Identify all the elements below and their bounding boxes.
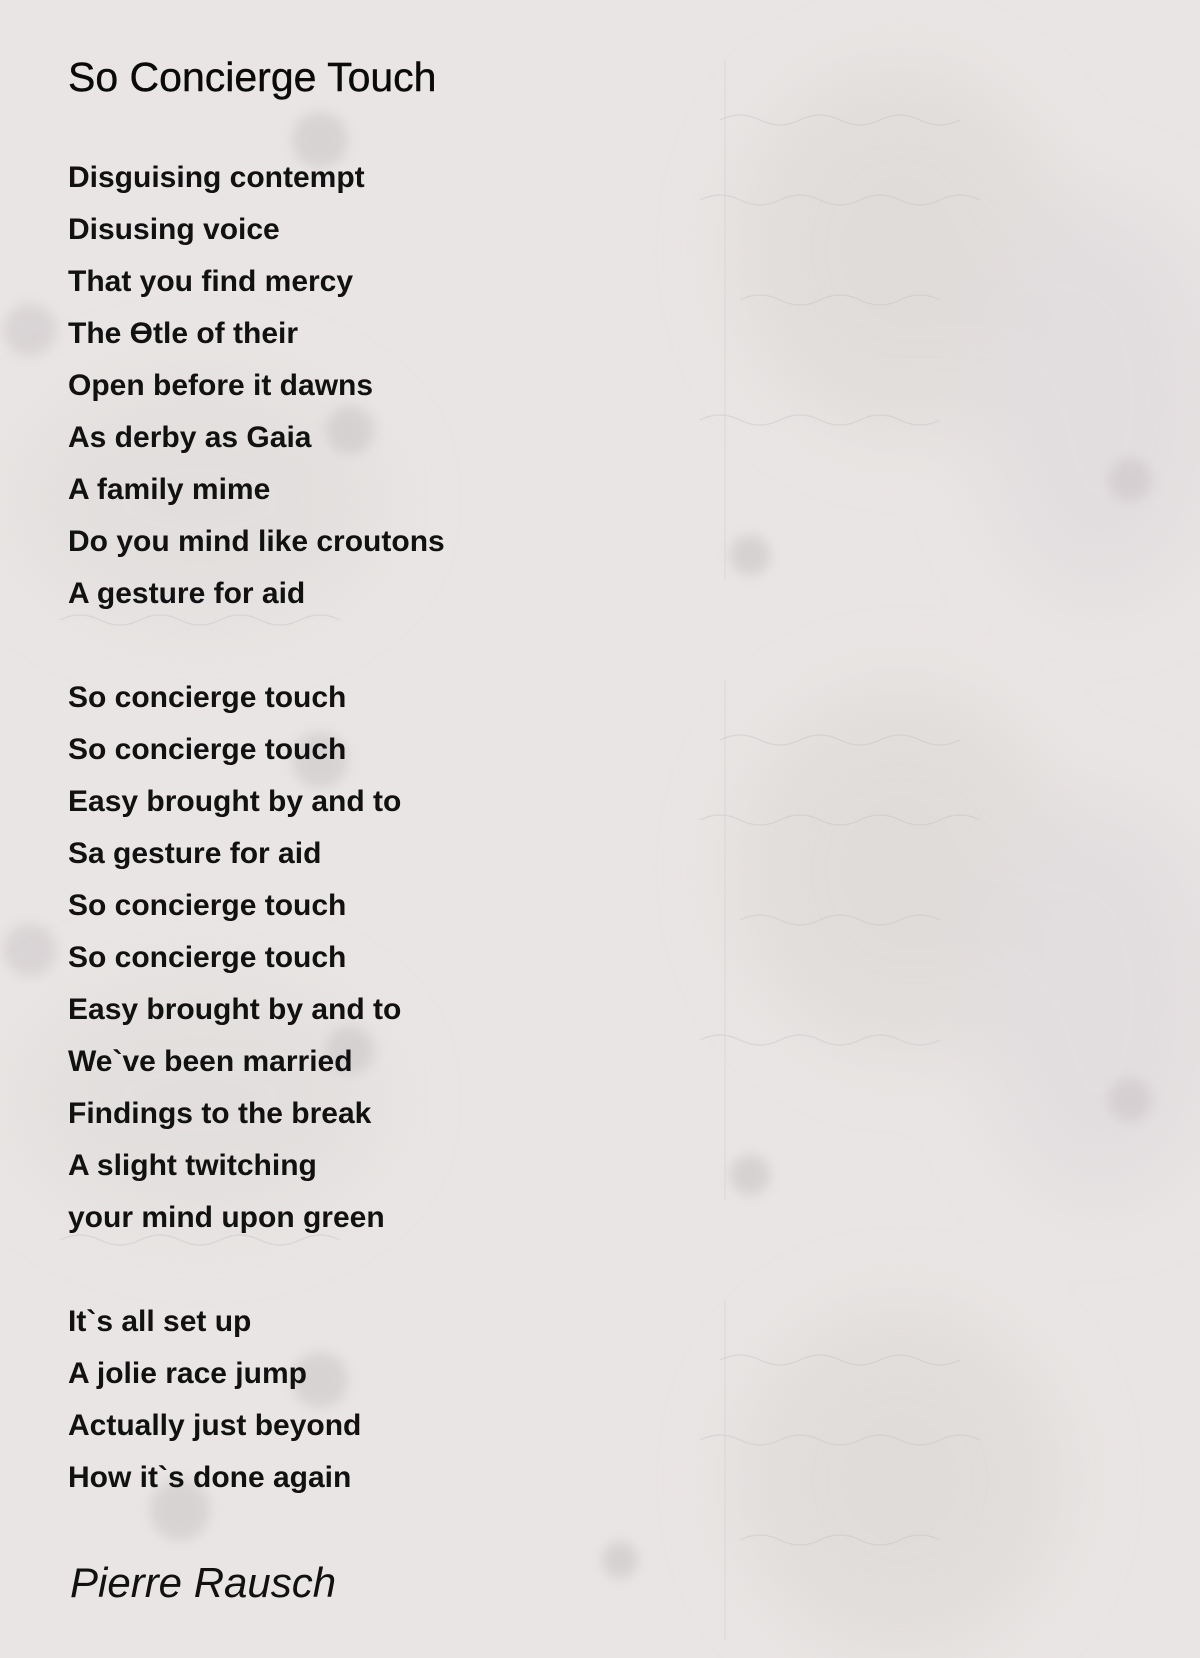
poem-line: So concierge touch [68,681,347,714]
poem-line: Actually just beyond [68,1409,362,1442]
poem-line: We`ve been married [68,1045,353,1078]
poem-line: That you find mercy [68,265,354,298]
poem-line: The Ɵtle of their [68,317,299,350]
poem-line: So concierge touch [68,733,347,766]
poem-line: Disusing voice [68,213,280,246]
stanza-2 [68,672,1148,1244]
poem-body [68,152,1148,1504]
poem-line: Sa gesture for aid [68,837,322,870]
poem-line: Disguising contempt [68,161,365,194]
poem-line: How it`s done again [68,1461,352,1494]
stanza-1 [68,152,1148,620]
poem-line: Do you mind like croutons [68,525,445,558]
poem-line: Findings to the break [68,1097,372,1130]
poem-line: So concierge touch [68,941,347,974]
poem-line: A gesture for aid [68,577,306,610]
poem-line: Easy brought by and to [68,785,402,818]
poem-line: So concierge touch [68,889,347,922]
poem-line: your mind upon green [68,1201,385,1234]
poem-line: A jolie race jump [68,1357,307,1390]
poem-page [68,52,1148,1556]
poem-line: A family mime [68,473,271,506]
poem-line: Easy brought by and to [68,993,402,1026]
poem-line: It`s all set up [68,1305,252,1338]
poem-line: Open before it dawns [68,369,374,402]
stanza-3 [68,1296,1148,1504]
poem-line: A slight twitching [68,1149,317,1182]
poem-line: As derby as Gaia [68,421,312,454]
poem-author: Pierre Rausch [70,1559,337,1606]
poem-title: So Concierge Touch [68,54,437,100]
